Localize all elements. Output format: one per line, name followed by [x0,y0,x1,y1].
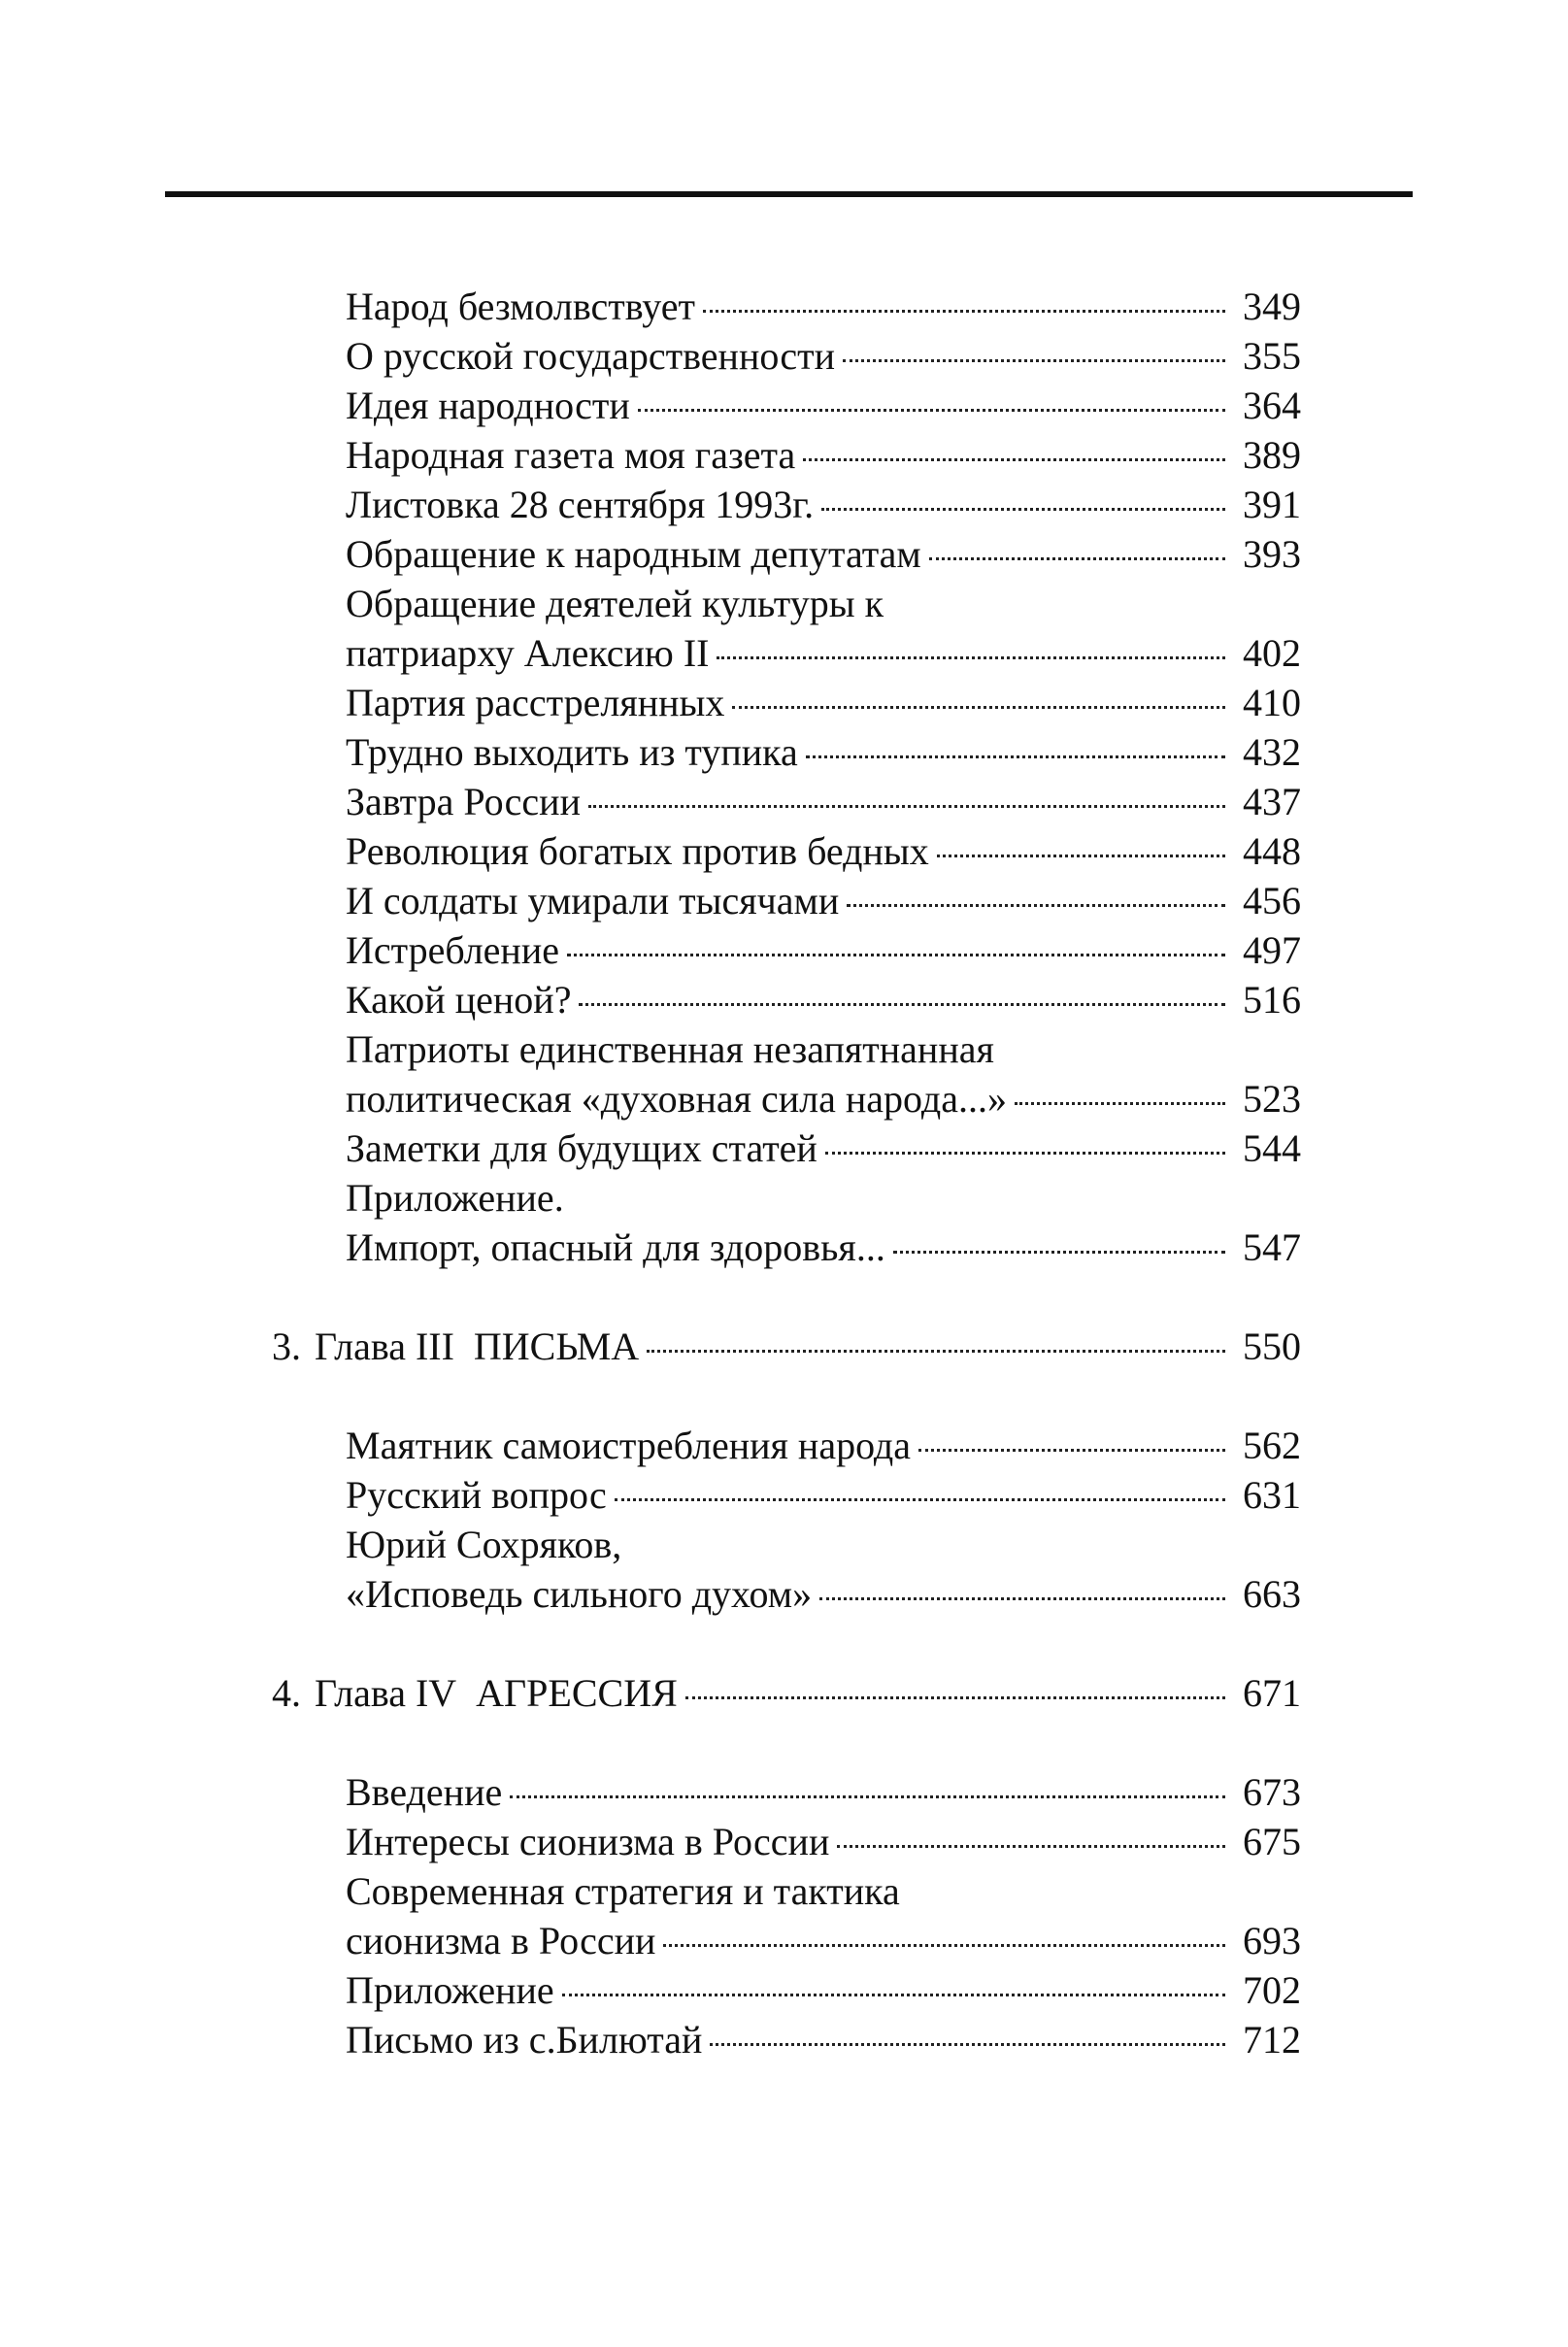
toc-entry-title: Современная стратегия и тактика [346,1869,900,1913]
toc-entry-page: 456 [1243,879,1301,922]
chapter-number: 3. [272,1324,301,1368]
toc-entry-line1[interactable] [272,579,1301,628]
toc-entry-page: 550 [1243,1324,1301,1368]
dot-leader [1015,1102,1225,1105]
toc-entry-title: Листовка 28 сентября 1993г. [346,483,815,526]
toc-entry-page: 712 [1243,2018,1301,2062]
toc-entry-page: 693 [1243,1919,1301,1962]
toc-entry-title: Народная газета моя газета [346,433,796,477]
toc-entry-page: 516 [1243,978,1301,1022]
toc-entry-title: И солдаты умирали тысячами [346,879,840,922]
toc-entry-title: патриарху Алексию II [346,631,710,675]
toc-entry[interactable] [272,727,1301,777]
toc-entry-line1[interactable] [272,1173,1301,1223]
toc-entry-page: 364 [1243,384,1301,427]
toc-entry[interactable] [272,1817,1301,1866]
toc-entry[interactable] [272,1123,1301,1173]
toc-entry-title: Русский вопрос [346,1473,607,1517]
chapter-heading-3[interactable] [272,1322,1301,1371]
dot-leader [638,409,1225,412]
dot-leader [847,904,1225,907]
toc-entry-title: О русской государственности [346,334,835,378]
dot-leader [562,1994,1225,1996]
dot-leader [893,1251,1225,1254]
table-of-contents [272,282,1301,2064]
chapter-heading-text [272,1322,639,1371]
toc-entry-title: «Исповедь сильного духом» [346,1572,813,1616]
chapter-heading-text [272,1668,678,1718]
toc-entry[interactable] [272,975,1301,1024]
chapter-label: Глава IV [315,1671,457,1715]
toc-entry-page: 631 [1243,1473,1301,1517]
toc-entry-page: 393 [1243,532,1301,576]
toc-entry-title: Приложение [346,1968,554,2012]
toc-entry-title: Интересы сионизма в России [346,1820,830,1863]
toc-entry-line1[interactable] [272,1520,1301,1569]
dot-leader [567,954,1225,956]
dot-leader [685,1696,1225,1699]
toc-entry-page: 702 [1243,1968,1301,2012]
toc-entry[interactable] [272,282,1301,331]
toc-entry-title: Импорт, опасный для здоровья... [346,1225,885,1269]
dot-leader [703,310,1225,313]
spacer [272,1371,1301,1421]
toc-entry[interactable] [272,430,1301,480]
dot-leader [615,1498,1225,1501]
chapter-title: АГРЕССИЯ [476,1671,678,1715]
dot-leader [717,656,1225,659]
toc-entry[interactable] [272,1767,1301,1817]
toc-entry[interactable] [272,529,1301,579]
toc-entry[interactable] [272,826,1301,876]
toc-entry[interactable] [272,2015,1301,2064]
toc-entry-page: 673 [1243,1770,1301,1814]
toc-entry-title: политическая «духовная сила народа...» [346,1077,1007,1121]
dot-leader [937,855,1225,857]
toc-entry-page: 562 [1243,1424,1301,1467]
dot-leader [819,1597,1225,1600]
toc-entry-title: Народ безмолвствует [346,285,695,328]
chapter-heading-4[interactable] [272,1668,1301,1718]
toc-entry-title: Какой ценой? [346,978,572,1022]
toc-entry-page: 497 [1243,928,1301,972]
dot-leader [647,1350,1225,1353]
toc-entry-title: Идея народности [346,384,630,427]
toc-entry-line1[interactable] [272,1024,1301,1074]
toc-entry-page: 523 [1243,1077,1301,1121]
toc-entry-title: Маятник самоистребления народа [346,1424,912,1467]
dot-leader [663,1944,1225,1947]
dot-leader [579,1003,1225,1006]
dot-leader [710,2043,1225,2046]
spacer [272,1619,1301,1668]
toc-entry-title: Приложение. [346,1176,564,1220]
chapter-number: 4. [272,1671,301,1715]
dot-leader [510,1795,1225,1798]
toc-entry[interactable] [272,1916,1301,1965]
toc-entry-title: Революция богатых против бедных [346,829,929,873]
toc-entry-page: 402 [1243,631,1301,675]
dot-leader [929,557,1225,560]
dot-leader [588,805,1225,808]
toc-entry[interactable] [272,480,1301,529]
toc-entry-page: 389 [1243,433,1301,477]
top-rule [165,191,1413,197]
toc-entry[interactable] [272,381,1301,430]
toc-entry-title: Завтра России [346,780,581,823]
toc-entry-title: Введение [346,1770,503,1814]
toc-entry-page: 355 [1243,334,1301,378]
toc-entry[interactable] [272,1074,1301,1123]
dot-leader [837,1845,1225,1848]
toc-entry[interactable] [272,1223,1301,1272]
dot-leader [843,359,1225,362]
toc-entry[interactable] [272,1421,1301,1470]
toc-entry-title: Юрий Сохряков, [346,1523,622,1566]
toc-entry[interactable] [272,628,1301,678]
toc-entry-title: Письмо из с.Билютай [346,2018,703,2062]
toc-entry[interactable] [272,678,1301,727]
dot-leader [806,755,1225,758]
toc-entry[interactable] [272,777,1301,826]
chapter-label: Глава III [315,1324,454,1368]
dot-leader [918,1449,1225,1452]
toc-entry-page: 675 [1243,1820,1301,1863]
toc-entry-page: 432 [1243,730,1301,774]
toc-entry[interactable] [272,1569,1301,1619]
toc-entry-title: сионизма в России [346,1919,656,1962]
toc-entry-title: Обращение к народным депутатам [346,532,921,576]
toc-entry-page: 410 [1243,681,1301,724]
toc-entry[interactable] [272,925,1301,975]
toc-entry-title: Трудно выходить из тупика [346,730,798,774]
toc-entry-page: 671 [1243,1671,1301,1715]
toc-entry[interactable] [272,1965,1301,2015]
dot-leader [803,458,1225,461]
toc-entry[interactable] [272,876,1301,925]
spacer [272,1718,1301,1767]
toc-entry-page: 391 [1243,483,1301,526]
toc-entry-page: 544 [1243,1126,1301,1170]
dot-leader [825,1152,1225,1155]
dot-leader [732,706,1225,709]
toc-entry-line1[interactable] [272,1866,1301,1916]
toc-entry[interactable] [272,331,1301,381]
toc-entry-page: 547 [1243,1225,1301,1269]
toc-entry-title: Партия расстрелянных [346,681,725,724]
spacer [272,1272,1301,1322]
toc-entry-title: Патриоты единственная незапятнанная [346,1027,994,1071]
toc-entry-page: 437 [1243,780,1301,823]
dot-leader [821,508,1225,511]
toc-entry-page: 448 [1243,829,1301,873]
toc-entry-page: 349 [1243,285,1301,328]
toc-entry-page: 663 [1243,1572,1301,1616]
toc-entry[interactable] [272,1470,1301,1520]
chapter-title: ПИСЬМА [473,1324,640,1368]
toc-entry-title: Заметки для будущих статей [346,1126,817,1170]
toc-entry-title: Истребление [346,928,559,972]
toc-entry-title: Обращение деятелей культуры к [346,582,884,625]
